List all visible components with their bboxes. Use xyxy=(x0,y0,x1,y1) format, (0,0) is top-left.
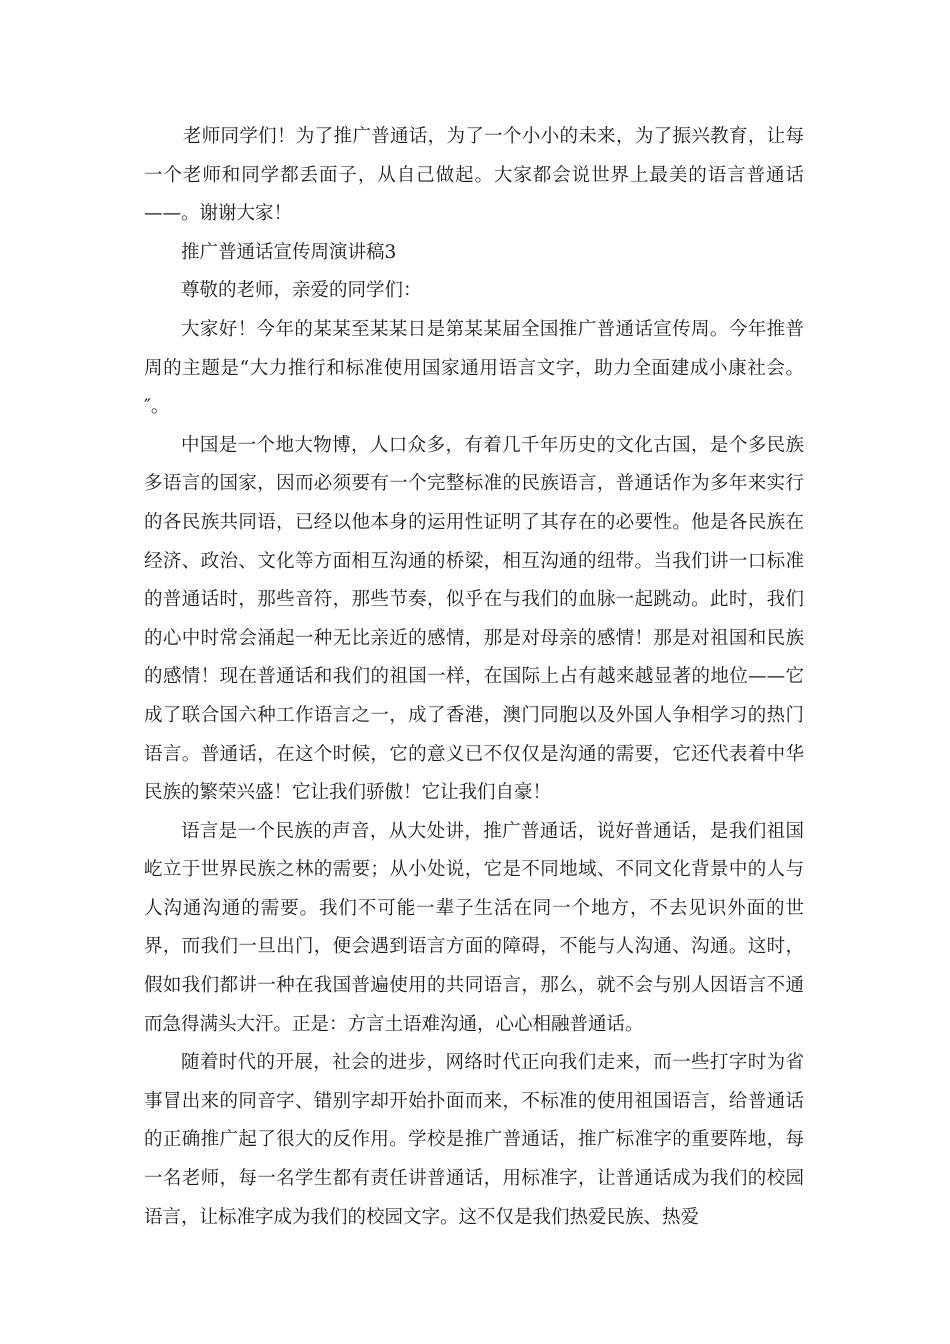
paragraph-greeting: 大家好！今年的某某至某某日是第某某届全国推广普通话宣传周。今年推普周的主题是“大力推行和标准使用国家通用语言文字，助力全面建成小康社会。″。 xyxy=(144,318,804,418)
paragraph-era: 随着时代的开展，社会的进步，网络时代正向我们走来，而一些打字时为省事冒出来的同音字、错别字却开始扑面而来，不标准的使用祖国语言，给普通话的正确推广起了很大的反作用。学校是推广普通话，推广标准字的重要阵地，每一名老师，每一名学生都有责任讲普通话，用标准字，让普通话成为我们的校园语言，让标准字成为我们的校园文字。这不仅是我们热爱民族、热爱 xyxy=(144,1052,804,1228)
salutation: 尊敬的老师，亲爱的同学们： xyxy=(181,280,422,302)
paragraph-closing: 老师同学们！为了推广普通话，为了一个小小的未来，为了振兴教育，让每一个老师和同学都丢面子，从自己做起。大家都会说世界上最美的语言普通话——。谢谢大家！ xyxy=(144,126,804,225)
paragraph-language: 语言是一个民族的声音，从大处讲，推广普通话，说好普通话，是我们祖国屹立于世界民族之林的需要；从小处说，它是不同地域、不同文化背景中的人与人沟通沟通的需要。我们不可能一辈子生活在同一个地方，不去见识外面的世界，而我们一旦出门，便会遇到语言方面的障碍，不能与人沟通、沟通。这时，假如我们都讲一种在我国普遍使用的共同语言，那么，就不会与别人因语言不通而急得满头大汗。正是：方言土语难沟通，心心相融普通话。 xyxy=(144,820,804,1035)
paragraph-china: 中国是一个地大物博，人口众多，有着几千年历史的文化古国，是个多民族多语言的国家，因而必须要有一个完整标准的民族语言，普通话作为多年来实行的各民族共同语，已经以他本身的运用性证明了其存在的必要性。他是各民族在经济、政治、文化等方面相互沟通的桥梁，相互沟通的纽带。当我们讲一口标准的普通话时，那些音符，那些节奏，似乎在与我们的血脉一起跳动。此时，我们的心中时常会涌起一种无比亲近的感情，那是对母亲的感情！那是对祖国和民族的感情！现在普通话和我们的祖国一样，在国际上占有越来越显著的地位——它成了联合国六种工作语言之一，成了香港，澳门同胞以及外国人争相学习的热门语言。普通话，在这个时候，它的意义已不仅仅是沟通的需要，它还代表着中华民族的繁荣兴盛！它让我们骄傲！它让我们自豪！ xyxy=(144,434,804,804)
document-page xyxy=(144,118,804,1237)
speech-title: 推广普通话宣传周演讲稿3 xyxy=(181,241,397,263)
